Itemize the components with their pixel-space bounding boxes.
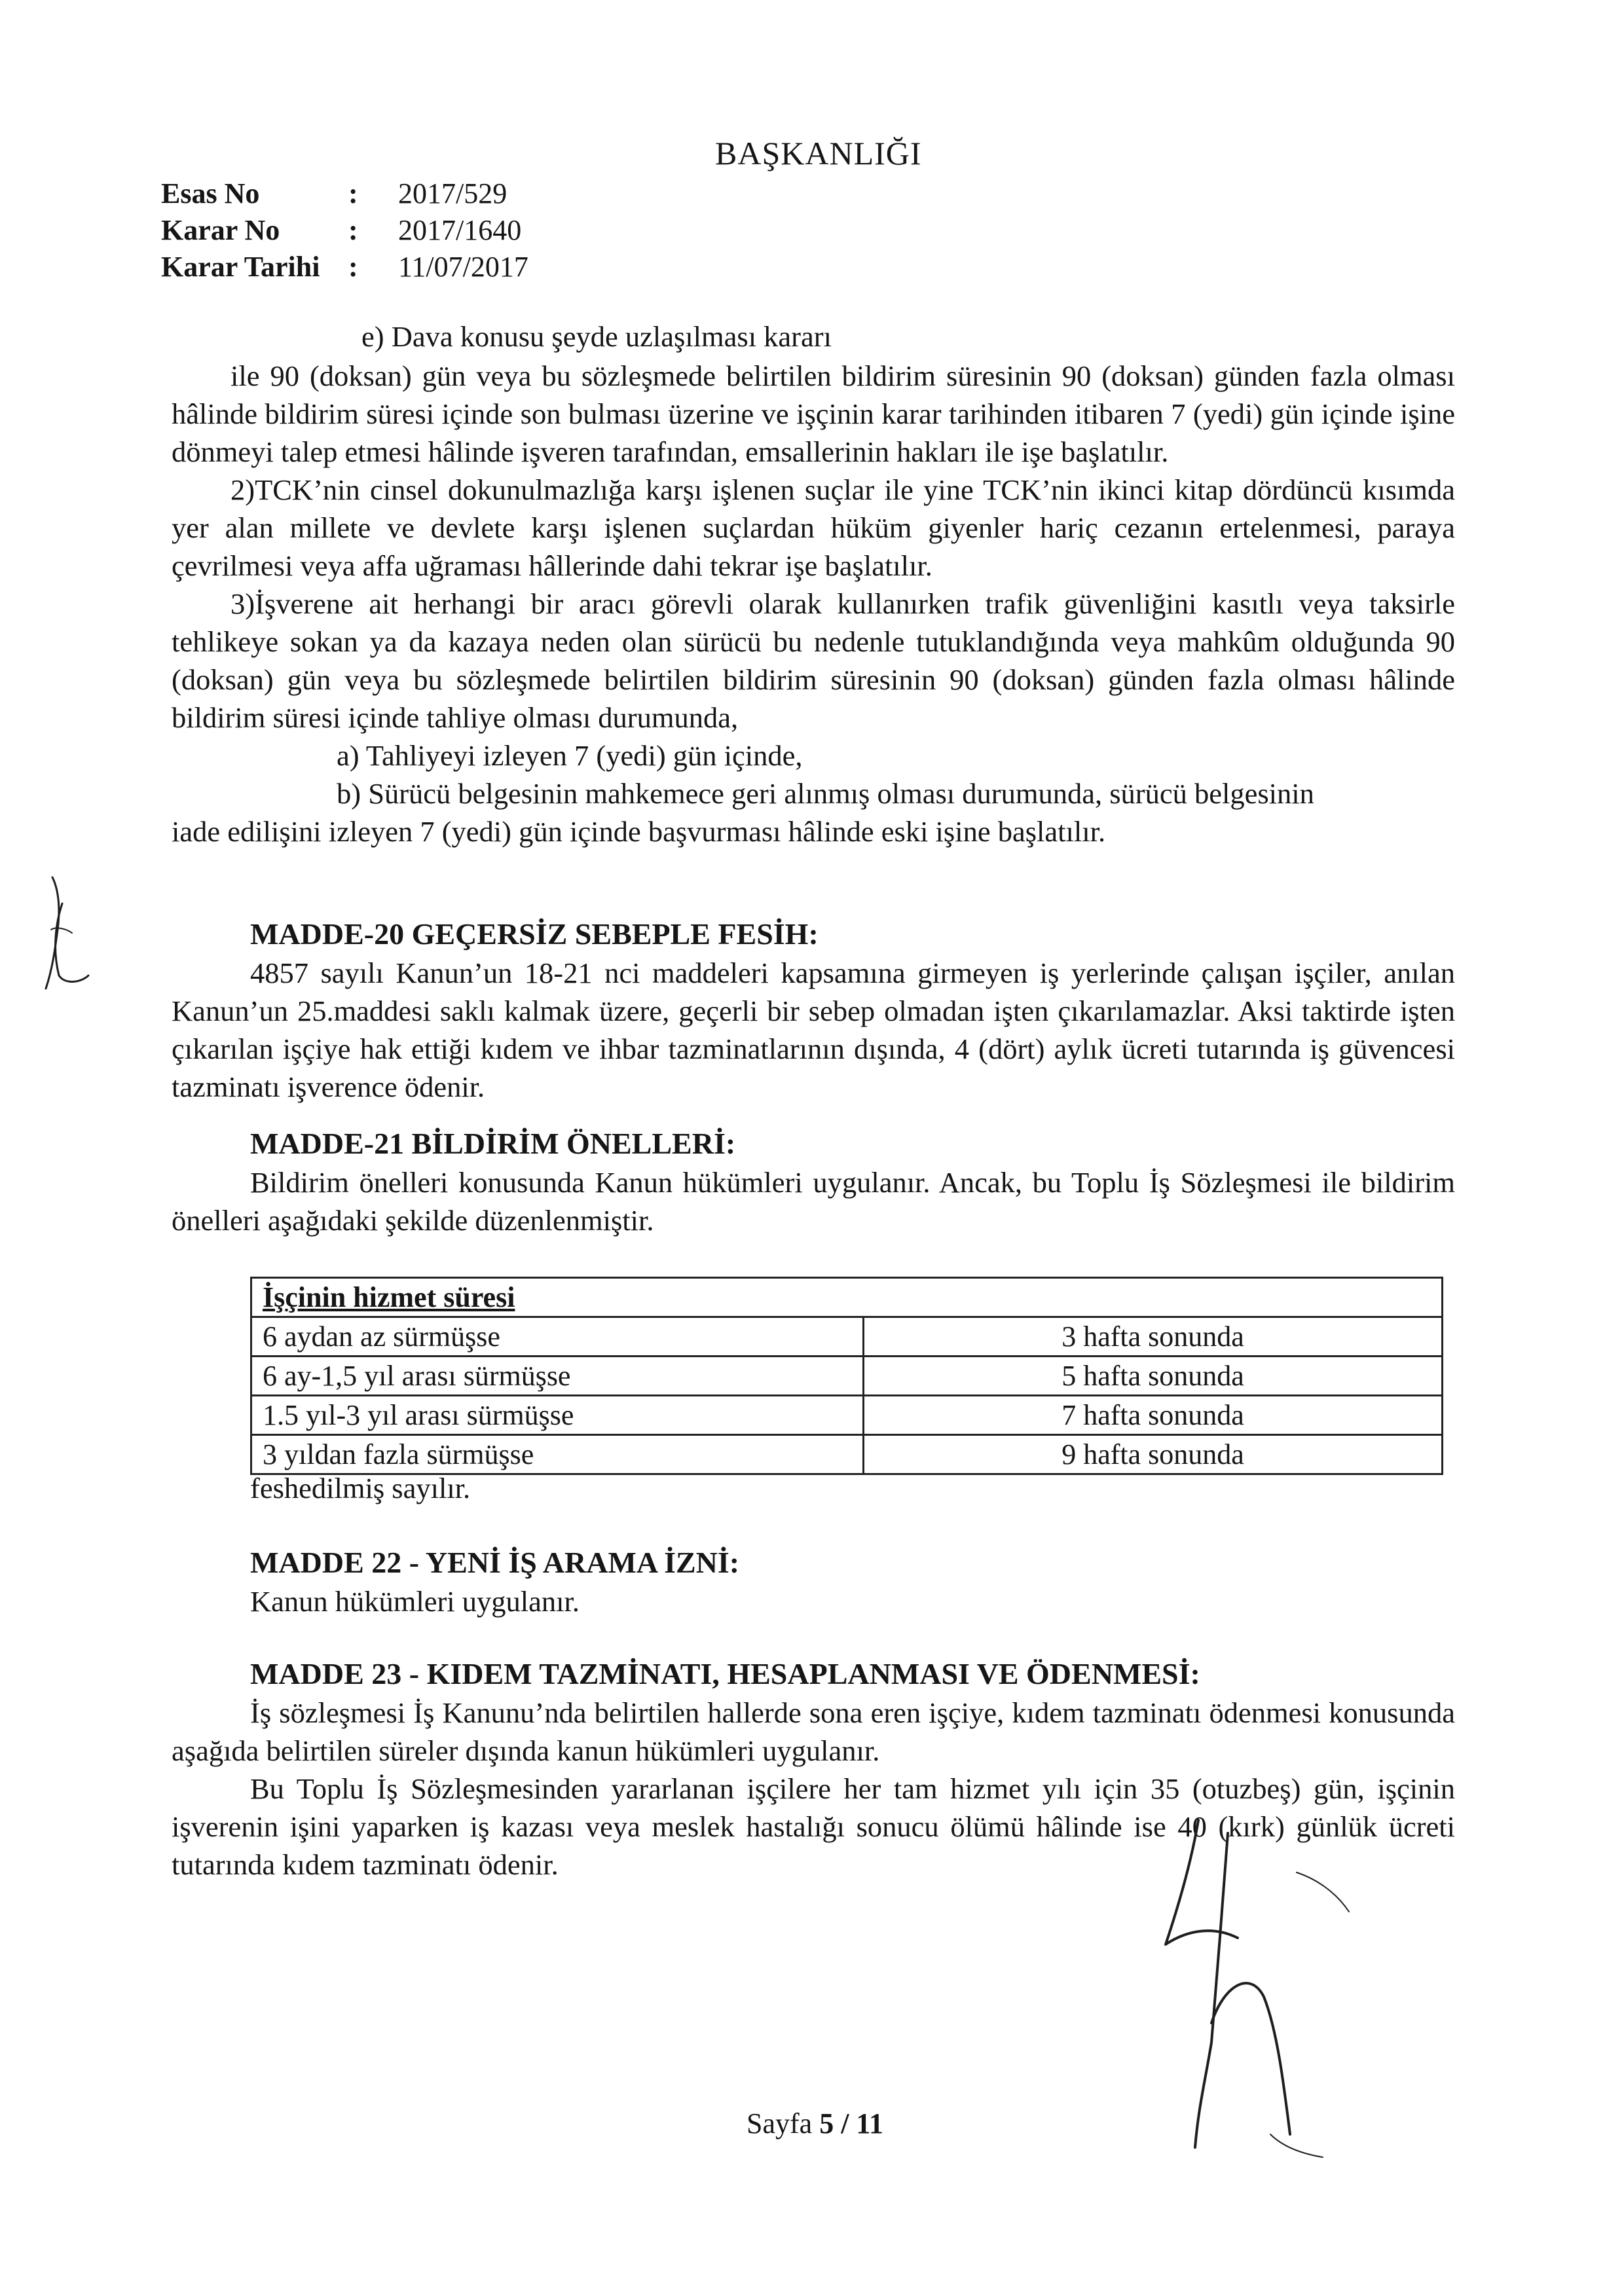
decision-date-label: Karar Tarihi xyxy=(161,251,320,283)
notice-cell: 5 hafta sonunda xyxy=(864,1357,1443,1396)
page-label: Sayfa xyxy=(747,2107,813,2140)
case-no-value: 2017/529 xyxy=(398,177,507,210)
notice-period-table xyxy=(250,1277,1443,1475)
notice-cell: 7 hafta sonunda xyxy=(864,1396,1443,1435)
page-number xyxy=(747,2107,883,2140)
decision-no-label: Karar No xyxy=(161,214,280,246)
notice-cell: 3 hafta sonunda xyxy=(864,1317,1443,1357)
paragraph-3: 3)İşverene ait herhangi bir aracı görevli olarak kullanırken trafik güvenliğini kasıtlı veya taksirle tehlikeye sokan ya da kazaya neden olan sürücü bu nedenle tutuklandığında veya mahkûm olduğunda 90 (doksan) gün veya bu sözleşmede belirtilen bildirim süresinin 90 (doksan) günden fazla olması hâlinde bildirim süresi içinde tahliye olması durumunda, xyxy=(172,587,1455,734)
paragraph-2: 2)TCK’nin cinsel dokunulmazlığa karşı işlenen suçlar ile yine TCK’nin ikinci kitap dördüncü kısımda yer alan millete ve devlete karşı işlenen suçlardan hüküm giyenler hariç cezanın ertelenmesi, paraya çevrilmesi veya affa uğraması hâllerinde dahi tekrar işe başlatılır. xyxy=(172,473,1455,582)
madde-21-title: MADDE-21 BİLDİRİM ÖNELLERİ: xyxy=(250,1127,736,1160)
paragraph-1: ile 90 (doksan) gün veya bu sözleşmede belirtilen bildirim süresinin 90 (doksan) günden fazla olması hâlinde bildirim süresi içinde son bulması üzerine ve işçinin karar tarihinden itibaren 7 (yedi) gün içinde işine dönmeyi talep etmesi hâlinde işveren tarafından, emsallerinin hakları ile işe başlatılır. xyxy=(172,359,1455,468)
madde-23-text-1: İş sözleşmesi İş Kanunu’nda belirtilen hallerde sona eren işçiye, kıdem tazminatı ödenmesi konusunda aşağıda belirtilen süreler dışında kanun hükümleri uygulanır. xyxy=(172,1696,1455,1767)
madde-23-title: MADDE 23 - KIDEM TAZMİNATI, HESAPLANMASI VE ÖDENMESİ: xyxy=(250,1657,1200,1690)
madde-20-title: MADDE-20 GEÇERSİZ SEBEPLE FESİH: xyxy=(250,917,819,951)
madde-20-text: 4857 sayılı Kanun’un 18-21 nci maddeleri kapsamına girmeyen iş yerlerinde çalışan işçiler, anılan Kanun’un 25.maddesi saklı kalmak üzere, geçerli bir sebep olmadan işten çıkarılamazlar. Aksi taktirde işten çıkarılan işçiye hak ettiği kıdem ve ihbar tazminatlarının dışında, 4 (dört) aylık ücreti tutarında iş güvencesi tazminatı işverence ödenir. xyxy=(172,957,1455,1103)
madde-21-text: Bildirim önelleri konusunda Kanun hükümleri uygulanır. Ancak, bu Toplu İş Sözleşmesi ile bildirim önelleri aşağıdaki şekilde düzenlenmiştir. xyxy=(172,1166,1455,1237)
madde-22-title: MADDE 22 - YENİ İŞ ARAMA İZNİ: xyxy=(250,1546,740,1579)
intro-section xyxy=(172,318,1455,850)
table-header-row xyxy=(251,1278,1443,1317)
madde-22-section xyxy=(250,1545,1455,1620)
page-current: 5 xyxy=(819,2107,834,2140)
item-a: a) Tahliyeyi izleyen 7 (yedi) gün içinde, xyxy=(337,739,803,772)
decision-date-value: 11/07/2017 xyxy=(398,251,528,283)
table-header-cell xyxy=(251,1278,1443,1317)
madde-20-section xyxy=(172,917,1455,1106)
table-row xyxy=(251,1317,1443,1357)
period-cell: 6 aydan az sürmüşse xyxy=(251,1317,864,1357)
item-b-line-2: iade edilişini izleyen 7 (yedi) gün içinde başvurması hâlinde eski işine başlatılır. xyxy=(172,815,1106,848)
case-no-label: Esas No xyxy=(161,177,260,210)
margin-initials-signature xyxy=(26,864,98,995)
institution-heading: BAŞKANLIĞI xyxy=(715,135,922,172)
decision-no-value: 2017/1640 xyxy=(398,214,522,246)
period-cell: 6 ay-1,5 yıl arası sürmüşse xyxy=(251,1357,864,1396)
table-row xyxy=(251,1396,1443,1435)
decision-no-colon: : xyxy=(348,214,358,246)
after-table-text: feshedilmiş sayılır. xyxy=(250,1472,471,1504)
period-cell: 1.5 yıl-3 yıl arası sürmüşse xyxy=(251,1396,864,1435)
madde-22-text: Kanun hükümleri uygulanır. xyxy=(250,1585,580,1618)
madde-21-section xyxy=(172,1126,1455,1239)
page-total: 11 xyxy=(856,2107,883,2140)
table-row xyxy=(251,1435,1443,1474)
table-row xyxy=(251,1357,1443,1396)
item-b-line-1: b) Sürücü belgesinin mahkemece geri alınmış olması durumunda, sürücü belgesinin xyxy=(337,777,1314,810)
table-header: İşçinin hizmet süresi xyxy=(263,1281,515,1313)
notice-cell: 9 hafta sonunda xyxy=(864,1435,1443,1474)
signature xyxy=(1139,1807,1414,2174)
item-e: e) Dava konusu şeyde uzlaşılması kararı xyxy=(361,320,832,353)
period-cell: 3 yıldan fazla sürmüşse xyxy=(251,1435,864,1474)
madde-23-text-2: Bu Toplu İş Sözleşmesinden yararlanan işçilere her tam hizmet yılı için 35 (otuzbeş) gün, işçinin işverenin işini yaparken iş kazası veya meslek hastalığı sonucu ölümü hâlinde ise 40 (kırk) günlük ücreti tutarında kıdem tazminatı ödenir. xyxy=(172,1772,1455,1881)
decision-date-colon: : xyxy=(348,251,358,283)
case-no-colon: : xyxy=(348,177,358,210)
page-separator: / xyxy=(841,2107,849,2140)
